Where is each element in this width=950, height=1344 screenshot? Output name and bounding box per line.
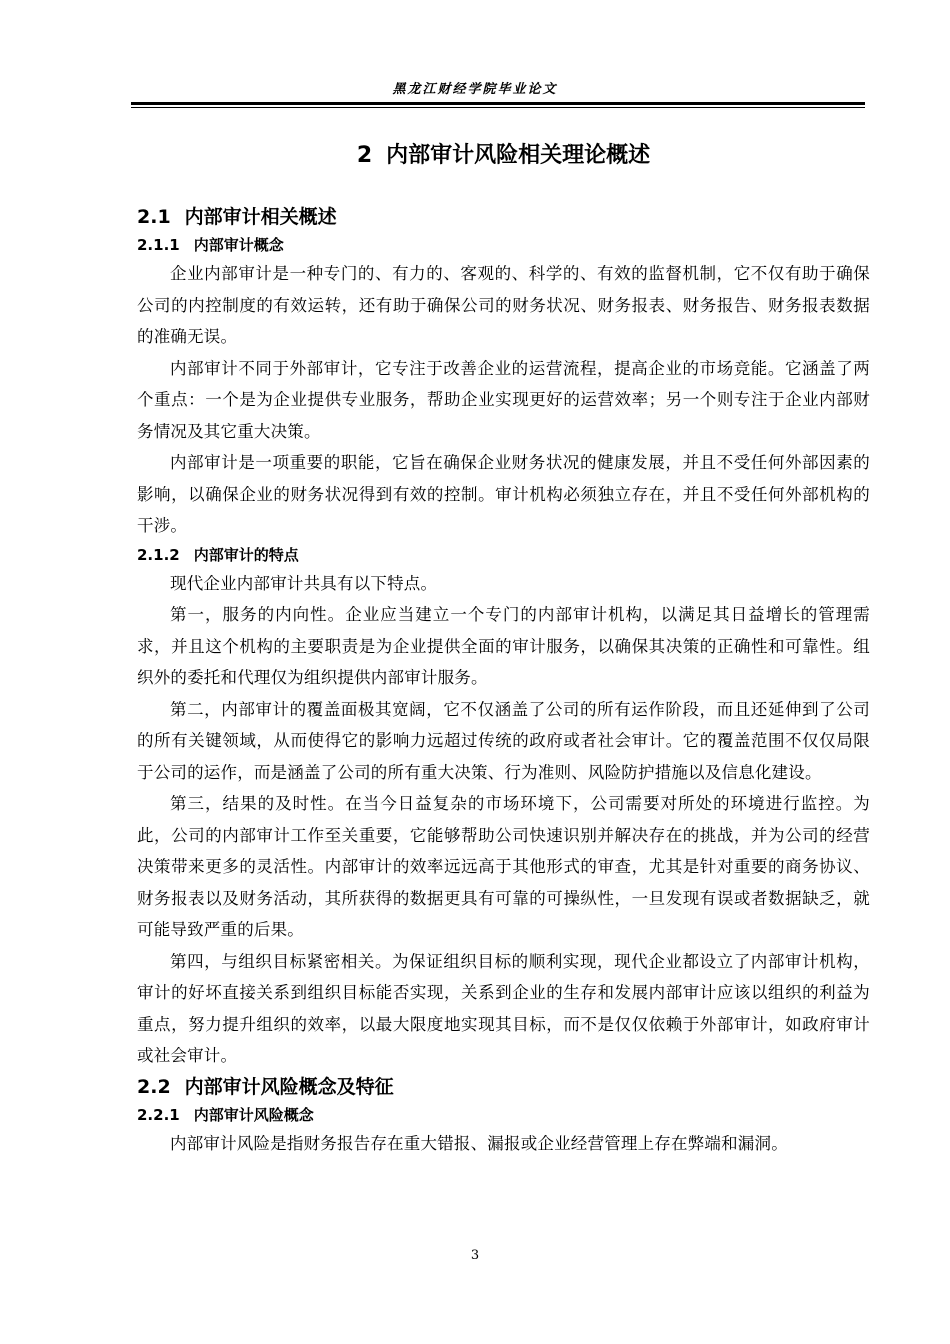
subsection-title: 内部审计风险概念 (193, 1105, 314, 1124)
subsection-number: 2.2.1 (137, 1105, 180, 1124)
subsection-title: 内部审计概念 (193, 236, 284, 254)
subsection-heading (137, 542, 870, 568)
paragraph: 第一，服务的内向性。企业应当建立一个专门的内部审计机构，以满足其日益增长的管理需求，并且这个机构的主要职责是为企业提供全面的审计服务，以确保其决策的正确性和可靠性。组织外的委托和代理仅为组织提供内部审计服务。 (137, 605, 870, 687)
header-rule-thick (131, 102, 865, 105)
paragraph: 第二，内部审计的覆盖面极其宽阔，它不仅涵盖了公司的所有运作阶段，而且还延伸到了公司的所有关键领域，从而使得它的影响力远超过传统的政府或者社会审计。它的覆盖范围不仅仅局限于公司的运作，而是涵盖了公司的所有重大决策、行为准则、风险防护措施以及信息化建设。 (137, 699, 870, 782)
section-heading (137, 202, 870, 232)
subsection-number: 2.1.1 (137, 236, 180, 254)
subsection-title: 内部审计的特点 (193, 545, 299, 564)
section-title: 内部审计相关概述 (184, 206, 337, 228)
paragraph: 第三，结果的及时性。在当今日益复杂的市场环境下，公司需要对所处的环境进行监控。为此，公司的内部审计工作至关重要，它能够帮助公司快速识别并解决存在的挑战，并为公司的经营决策带来更多的灵活性。内部审计的效率远远高于其他形式的审查，尤其是针对重要的商务协议、财务报表以及财务活动，其所获得的数据更具有可靠的可操纵性，一旦发现有误或者数据缺乏，就可能导致严重的后果。 (137, 794, 870, 939)
paragraph: 企业内部审计是一种专门的、有力的、客观的、科学的、有效的监督机制，它不仅有助于确保公司的内控制度的有效运转，还有助于确保公司的财务状况、财务报表、财务报告、财务报表数据的准确无误。 (137, 264, 870, 346)
page-content (137, 138, 870, 1159)
chapter-number: 2 (356, 143, 373, 168)
paragraph: 现代企业内部审计共具有以下特点。 (170, 573, 438, 593)
subsection-heading (137, 1102, 870, 1128)
subsection-number: 2.1.2 (137, 545, 180, 564)
running-header: 黑龙江财经学院毕业论文 (392, 82, 558, 97)
section-number: 2.2 (137, 1075, 171, 1098)
paragraph: 第四，与组织目标紧密相关。为保证组织目标的顺利实现，现代企业都设立了内部审计机构，审计的好坏直接关系到组织目标能否实现，关系到企业的生存和发展内部审计应该以组织的利益为重点，努力提升组织的效率，以最大限度地实现其目标，而不是仅仅依赖于外部审计，如政府审计或社会审计。 (137, 951, 870, 1065)
subsection-heading (137, 232, 870, 258)
header-rule-thin (131, 107, 865, 108)
chapter-title-text: 内部审计风险相关理论概述 (386, 143, 651, 168)
section-heading (137, 1072, 870, 1102)
paragraph: 内部审计风险是指财务报告存在重大错报、漏报或企业经营管理上存在弊端和漏洞。 (170, 1133, 788, 1153)
section-title: 内部审计风险概念及特征 (184, 1075, 394, 1098)
section-number: 2.1 (137, 206, 171, 228)
paragraph: 内部审计不同于外部审计，它专注于改善企业的运营流程，提高企业的市场竞能。它涵盖了两个重点：一个是为企业提供专业服务，帮助企业实现更好的运营效率；另一个则专注于企业内部财务情况及其它重大决策。 (137, 358, 870, 441)
chapter-title (137, 138, 870, 174)
page-number: 3 (470, 1248, 480, 1263)
paragraph: 内部审计是一项重要的职能，它旨在确保企业财务状况的健康发展，并且不受任何外部因素的影响，以确保企业的财务状况得到有效的控制。审计机构必须独立存在，并且不受任何外部机构的干涉。 (137, 453, 870, 535)
